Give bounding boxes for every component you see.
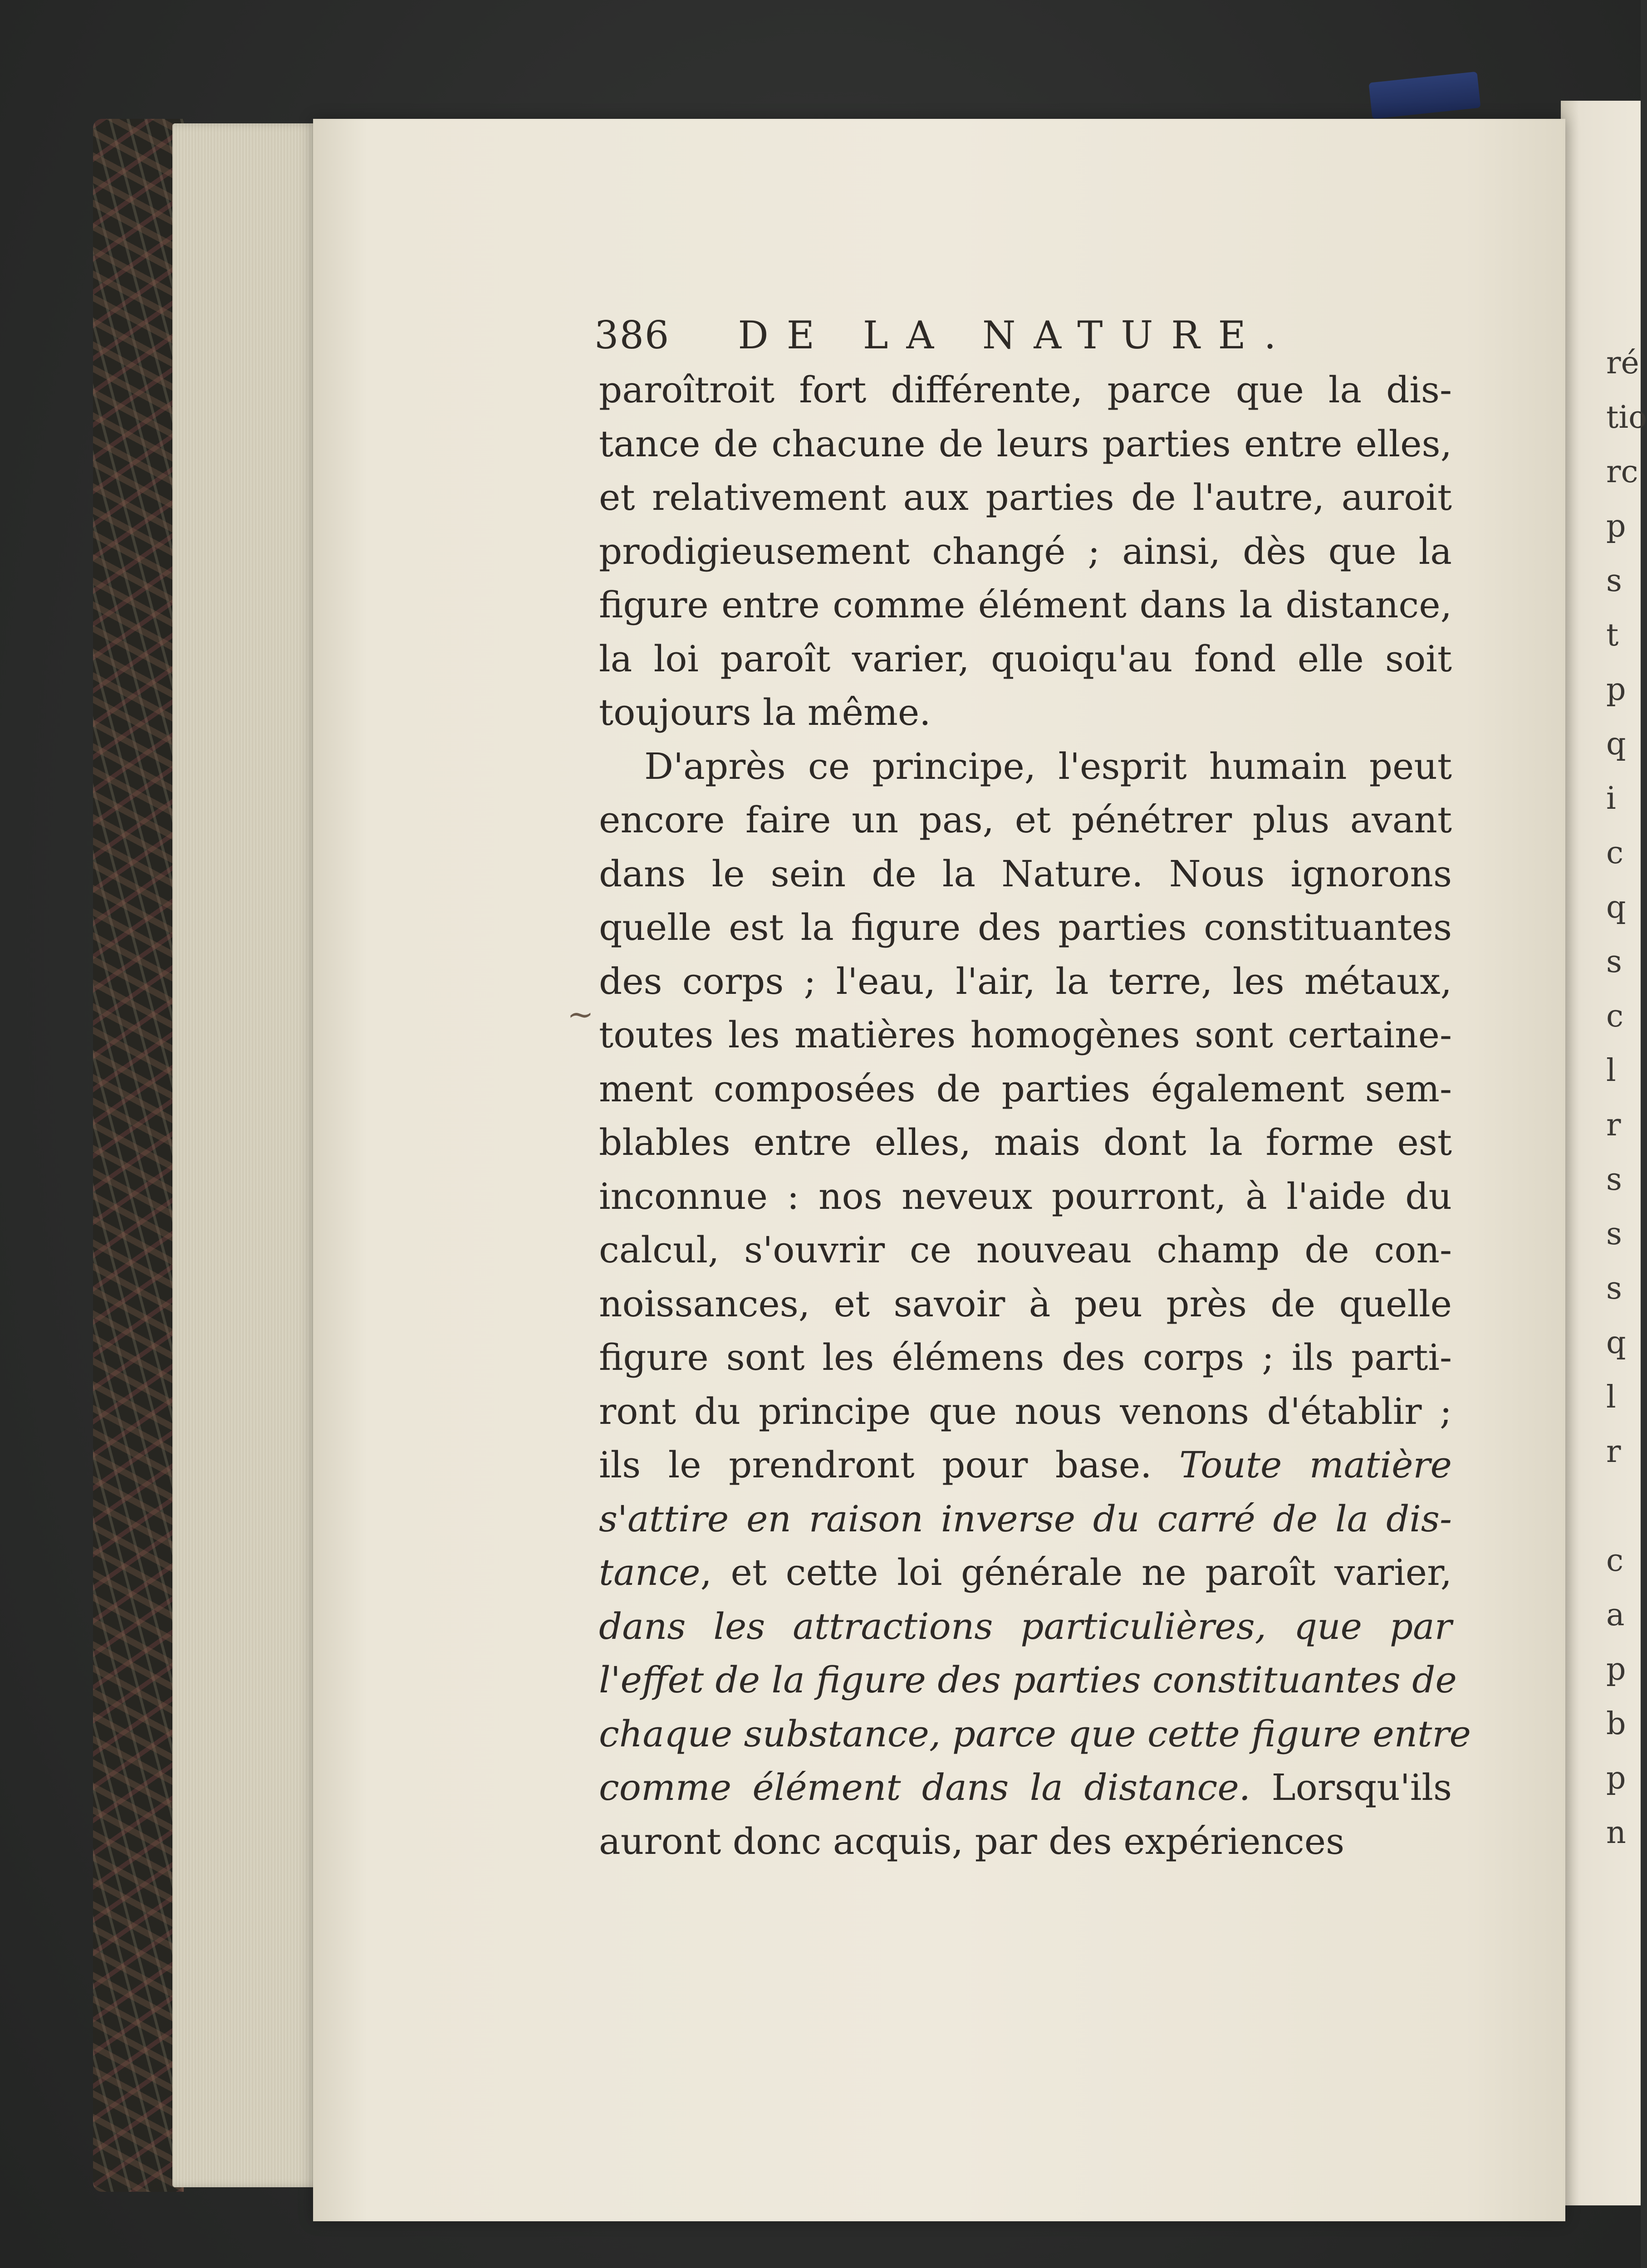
- facing-fragment: l: [1606, 1053, 1616, 1089]
- text-line: [599, 637, 1452, 680]
- text-segment: quelle est la figure des parties constituantes: [599, 906, 1452, 948]
- facing-fragment: s: [1606, 1162, 1622, 1198]
- facing-fragment: i: [1606, 781, 1616, 816]
- facing-fragment: q: [1606, 726, 1626, 762]
- facing-fragment: s: [1606, 1271, 1622, 1306]
- margin-dash-mark: ~: [567, 996, 594, 1033]
- text-line: [599, 1605, 1452, 1647]
- text-segment: dans le sein de la Nature. Nous ignorons: [599, 852, 1452, 895]
- italic-segment: tance: [599, 1551, 701, 1593]
- facing-fragment: a: [1606, 1597, 1625, 1633]
- page-edges: [172, 123, 322, 2187]
- text-line: [599, 1712, 1471, 1755]
- italic-segment: Toute matière: [1179, 1444, 1452, 1486]
- facing-fragment: c: [1606, 835, 1624, 871]
- text-line: [599, 691, 1452, 733]
- page-number: 386: [594, 313, 670, 357]
- text-line: [599, 852, 1452, 895]
- text-line: [599, 1444, 1452, 1486]
- text-line: [599, 422, 1452, 465]
- text-segment: auront donc acquis, par des expériences: [599, 1820, 1345, 1862]
- facing-fragment: r: [1606, 1107, 1621, 1143]
- text-segment: figure entre comme élément dans la distance,: [599, 584, 1452, 626]
- text-line: [599, 1659, 1457, 1701]
- italic-segment: s'attire en raison inverse du carré de la dis-: [599, 1497, 1452, 1540]
- text-segment: Lorsqu'ils: [1250, 1766, 1452, 1809]
- text-segment: prodigieusement changé ; ainsi, dès que la: [599, 530, 1452, 572]
- facing-fragment: t: [1606, 617, 1619, 653]
- text-segment: ront du principe que nous venons d'établir ;: [599, 1390, 1452, 1432]
- facing-fragment: q: [1606, 890, 1626, 925]
- text-line: [599, 1282, 1452, 1325]
- text-segment: ment composées de parties également sem-: [599, 1067, 1452, 1110]
- facing-fragment: r: [1606, 1434, 1621, 1470]
- text-segment: des corps ; l'eau, l'air, la terre, les métaux,: [599, 960, 1452, 1002]
- facing-fragment: ré: [1606, 345, 1639, 381]
- text-line: [599, 369, 1452, 411]
- facing-fragment: s: [1606, 1216, 1622, 1252]
- text-line: [599, 1336, 1452, 1378]
- text-line: [599, 1229, 1452, 1271]
- facing-fragment: p: [1606, 672, 1626, 708]
- running-head: [594, 313, 1302, 357]
- text-segment: paroîtroit fort différente, parce que la dis-: [599, 369, 1452, 411]
- italic-segment: dans les attractions particulières, que par: [599, 1605, 1452, 1647]
- text-segment: toutes les matières homogènes sont certaine-: [599, 1014, 1452, 1056]
- text-segment: inconnue : nos neveux pourront, à l'aide du: [599, 1175, 1452, 1217]
- facing-fragment: l: [1606, 1379, 1616, 1415]
- text-segment: blables entre elles, mais dont la forme est: [599, 1121, 1452, 1163]
- text-line: [599, 1766, 1452, 1809]
- facing-fragment: b: [1606, 1706, 1626, 1742]
- facing-fragment: q: [1606, 1325, 1626, 1361]
- text-segment: la loi paroît varier, quoiqu'au fond elle soit: [599, 637, 1452, 680]
- text-segment: tance de chacune de leurs parties entre elles,: [599, 422, 1452, 465]
- text-line: [599, 1175, 1452, 1217]
- text-line: [599, 906, 1452, 948]
- text-segment: noissances, et savoir à peu près de quelle: [599, 1282, 1452, 1325]
- text-line: [599, 960, 1452, 1002]
- facing-fragment: s: [1606, 563, 1622, 599]
- text-segment: toujours la même.: [599, 691, 931, 733]
- italic-segment: comme élément dans la distance.: [599, 1766, 1251, 1809]
- facing-fragment: p: [1606, 1760, 1626, 1796]
- facing-fragment: p: [1606, 1652, 1626, 1687]
- text-line: [599, 745, 1452, 787]
- text-line: [599, 1014, 1452, 1056]
- text-segment: , et cette loi générale ne paroît varier,: [700, 1551, 1452, 1593]
- facing-fragment: p: [1606, 508, 1626, 544]
- text-line: [599, 799, 1452, 841]
- text-segment: D'après ce principe, l'esprit humain peut: [644, 745, 1452, 787]
- facing-page: [1561, 101, 1647, 2205]
- text-line: [599, 1390, 1452, 1432]
- facing-fragment: tio: [1606, 400, 1647, 435]
- text-line: [599, 1551, 1452, 1593]
- text-segment: calcul, s'ouvrir ce nouveau champ de con-: [599, 1229, 1452, 1271]
- running-title: DE LA NATURE.: [738, 313, 1294, 357]
- facing-fragment: c: [1606, 998, 1624, 1034]
- italic-segment: l'effet de la figure des parties constituantes de: [599, 1659, 1457, 1701]
- text-line: [599, 1067, 1452, 1110]
- marbled-cover-edge: [93, 119, 184, 2192]
- facing-fragment: rc: [1606, 454, 1638, 490]
- text-segment: et relativement aux parties de l'autre, auroit: [599, 476, 1452, 518]
- text-segment: ils le prendront pour base.: [599, 1444, 1179, 1486]
- text-line: [599, 530, 1452, 572]
- facing-fragment: c: [1606, 1543, 1624, 1579]
- text-line: [599, 584, 1452, 626]
- text-line: [599, 1497, 1452, 1540]
- text-segment: figure sont les élémens des corps ; ils parti-: [599, 1336, 1452, 1378]
- facing-fragment: n: [1606, 1815, 1626, 1851]
- text-line: [599, 476, 1452, 518]
- italic-segment: chaque substance, parce que cette figure entre: [599, 1712, 1471, 1755]
- text-line: [599, 1820, 1452, 1862]
- text-line: [599, 1121, 1452, 1163]
- text-segment: encore faire un pas, et pénétrer plus avant: [599, 799, 1452, 841]
- facing-fragment: s: [1606, 944, 1622, 980]
